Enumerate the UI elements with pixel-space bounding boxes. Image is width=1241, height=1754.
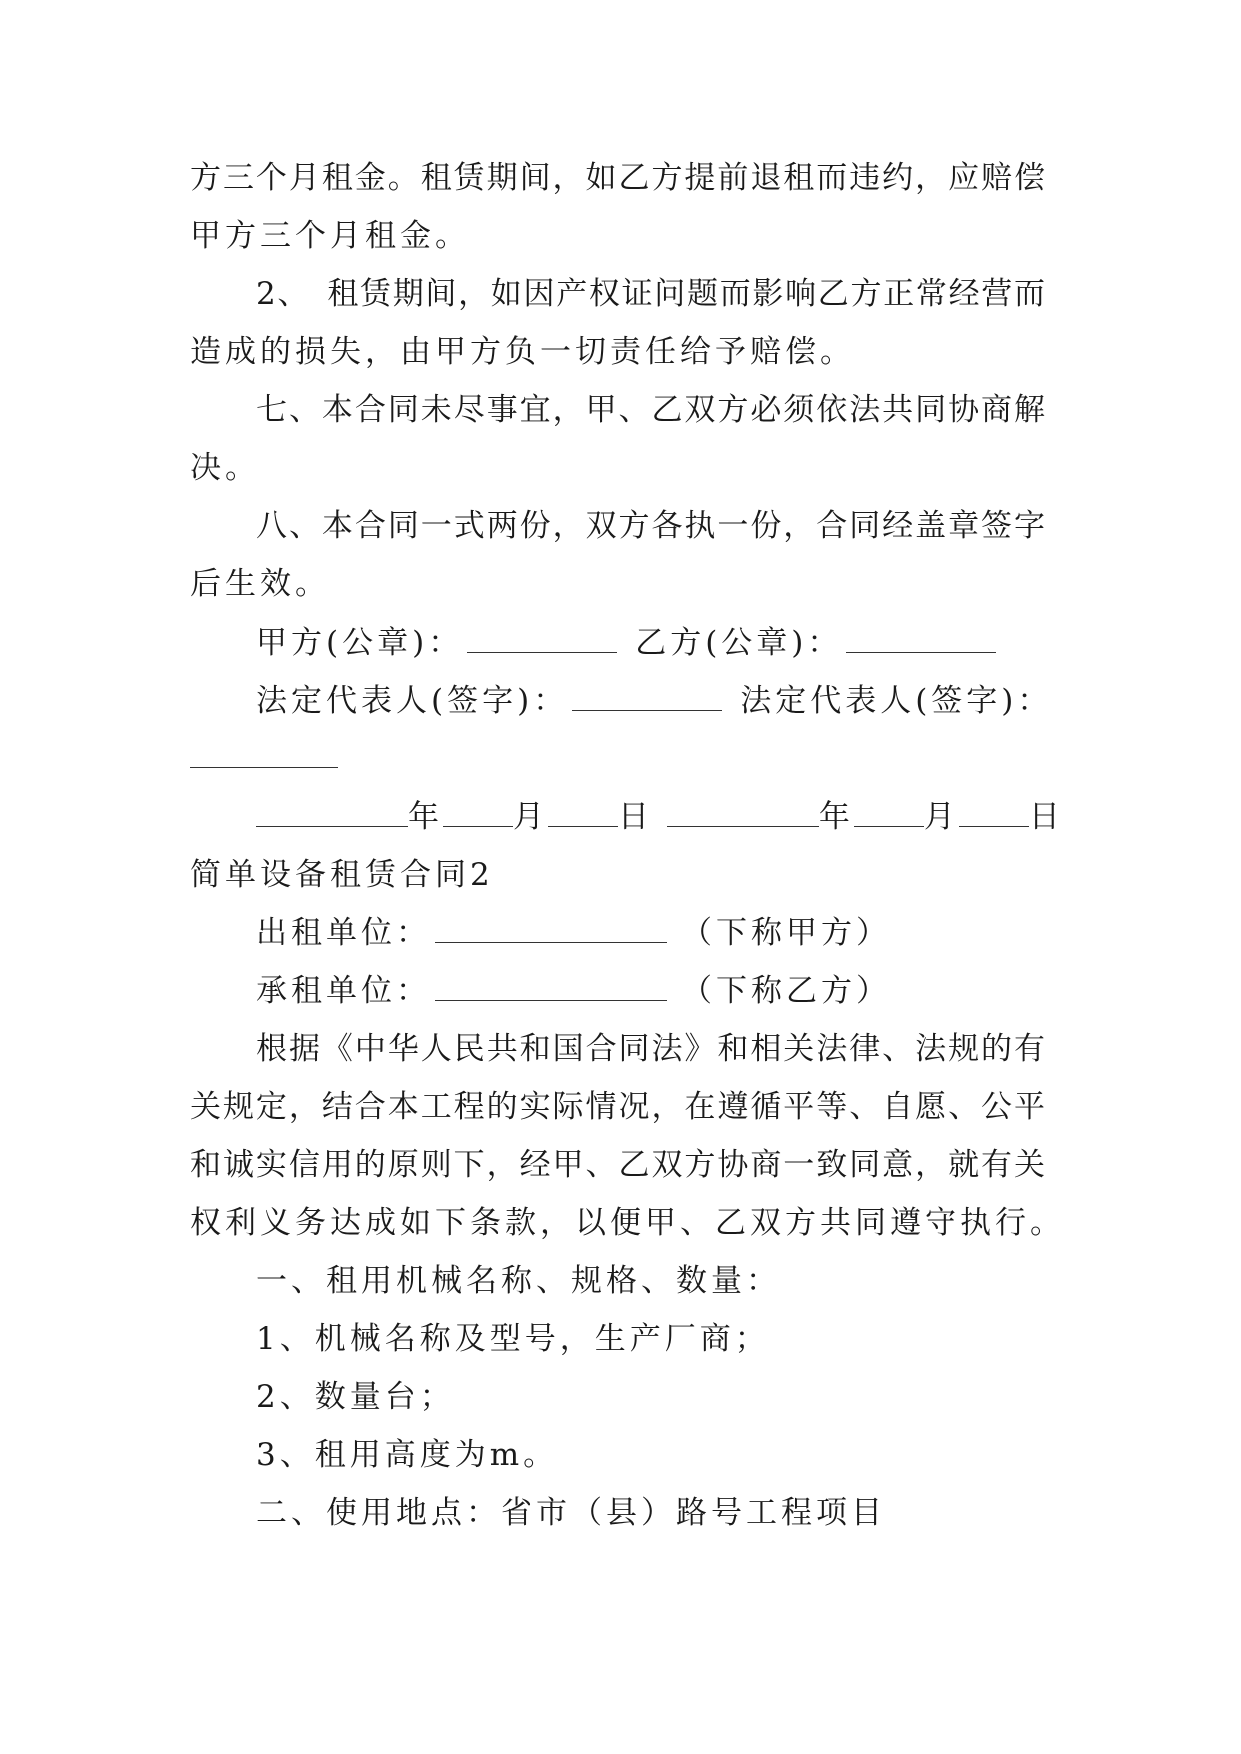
legal-rep-a-label: 法定代表人(签字)： — [256, 683, 569, 719]
lessee-label: 承租单位： — [256, 973, 431, 1009]
list-item: 2、数量台； — [256, 1379, 455, 1415]
list-item: 二、使用地点：省市（县）路号工程项目 — [256, 1495, 886, 1531]
legal-rep-b-blank — [190, 739, 338, 768]
paragraph-line: 决。 — [190, 450, 260, 486]
paragraph-line: 造成的损失，由甲方负一切责任给予赔偿。 — [190, 334, 855, 370]
paragraph-line: 七、本合同未尽事宜，甲、乙双方必须依法共同协商解 — [256, 392, 1045, 428]
legal-rep-a-blank — [572, 682, 722, 711]
paragraph-line: 根据《中华人民共和国合同法》和相关法律、法规的有 — [256, 1031, 1045, 1067]
year-label: 年 — [408, 799, 443, 835]
lessor-suffix: （下称甲方） — [681, 915, 891, 951]
paragraph-line: 2、 租赁期间，如因产权证问题而影响乙方正常经营而 — [256, 276, 1045, 312]
party-a-seal-blank — [467, 624, 617, 653]
legal-rep-b-label: 法定代表人(签字)： — [740, 683, 1053, 719]
paragraph-line: 方三个月租金。租赁期间，如乙方提前退租而违约，应赔偿 — [190, 160, 1045, 196]
day-label: 日 — [1028, 799, 1064, 835]
lessor-blank — [435, 914, 667, 943]
legal-rep-b-blank-line — [190, 738, 338, 778]
lessee-suffix: （下称乙方） — [681, 973, 891, 1009]
date-line — [256, 797, 1064, 837]
paragraph-line: 甲方三个月租金。 — [190, 218, 470, 254]
paragraph-line: 后生效。 — [190, 566, 330, 602]
paragraph-line: 和诚实信用的原则下，经甲、乙双方协商一致同意，就有关 — [190, 1147, 1045, 1183]
lessor-label: 出租单位： — [256, 915, 431, 951]
list-item: 一、租用机械名称、规格、数量： — [256, 1263, 781, 1299]
list-item: 3、租用高度为m。 — [256, 1437, 559, 1473]
month-blank — [854, 798, 924, 827]
month-label: 月 — [513, 799, 548, 835]
year-blank — [256, 798, 408, 827]
seal-line — [256, 623, 1014, 663]
party-a-seal-label: 甲方(公章)： — [256, 625, 464, 661]
legal-rep-line — [256, 681, 1052, 721]
lessee-blank — [435, 972, 667, 1001]
list-item: 1、机械名称及型号，生产厂商； — [256, 1321, 770, 1357]
paragraph-line: 关规定，结合本工程的实际情况，在遵循平等、自愿、公平 — [190, 1089, 1045, 1125]
paragraph-line: 八、本合同一式两份，双方各执一份，合同经盖章签字 — [256, 508, 1045, 544]
contract-title: 简单设备租赁合同2 — [190, 857, 494, 893]
month-label: 月 — [923, 799, 959, 835]
day-blank — [959, 798, 1029, 827]
year-blank — [667, 798, 819, 827]
day-blank — [548, 798, 618, 827]
year-label: 年 — [818, 799, 854, 835]
paragraph-line: 权利义务达成如下条款，以便甲、乙双方共同遵守执行。 — [190, 1205, 1065, 1241]
day-label: 日 — [618, 799, 653, 835]
lessor-line — [256, 913, 891, 953]
party-b-seal-blank — [846, 624, 996, 653]
lessee-line — [256, 971, 891, 1011]
party-b-seal-label: 乙方(公章)： — [635, 625, 843, 661]
month-blank — [443, 798, 513, 827]
